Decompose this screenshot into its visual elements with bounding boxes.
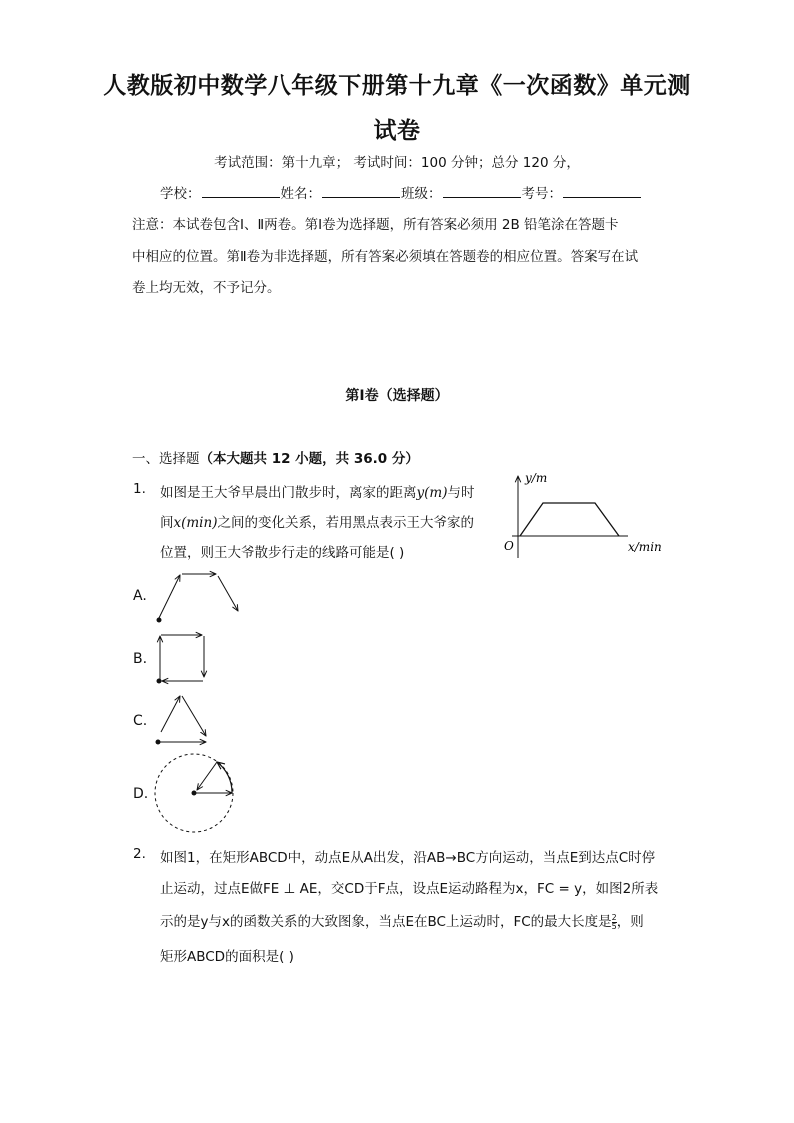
school-label: 学校： [160, 186, 201, 202]
q2-line4: 矩形ABCD的面积是( ) [160, 949, 294, 965]
class-blank [443, 184, 521, 198]
q2-line3 [160, 910, 644, 931]
student-info-row [160, 182, 642, 202]
q1-option-c-figure [150, 688, 220, 750]
section-heading [132, 447, 419, 467]
number-label: 考号： [521, 186, 562, 202]
notice-line1: 注意：本试卷包含Ⅰ、Ⅱ两卷。第Ⅰ卷为选择题，所有答案必须用 2B 铅笔涂在答题卡 [132, 217, 619, 233]
distance-curve [520, 503, 619, 536]
q1-var-y: y(m) [416, 485, 448, 501]
q2-line3-end: ，则 [616, 914, 644, 930]
x-axis-label: x/min [628, 540, 662, 554]
home-dot [157, 679, 162, 684]
class-label: 班级： [401, 186, 442, 202]
q1-line2-start: 间 [160, 515, 174, 531]
fraction-numerator: 2 [611, 912, 617, 922]
number-blank [563, 184, 641, 198]
q1-option-a-label[interactable]: A. [133, 588, 147, 604]
q1-option-a-figure [150, 566, 250, 628]
school-blank [202, 184, 280, 198]
exam-info: 考试范围：第十九章； 考试时间：100 分钟；总分 120 分， [214, 155, 580, 171]
q1-line1-end: 与时 [447, 485, 475, 501]
q2-number: 2. [133, 846, 146, 862]
notice-line3: 卷上均无效，不予记分。 [132, 280, 281, 296]
fraction-denominator: 5 [611, 921, 617, 931]
q1-option-d-figure [150, 750, 242, 836]
q1-distance-time-graph [498, 466, 668, 562]
q1-option-b-figure [150, 628, 220, 690]
q1-option-d-label[interactable]: D. [133, 786, 149, 802]
section-heading-prefix: 一、选择题 [132, 451, 200, 467]
name-blank [322, 184, 400, 198]
origin-label: O [504, 539, 514, 553]
q2-line1: 如图1，在矩形ABCD中，动点E从A出发，沿AB→BC方向运动，当点E到达点C时停 [160, 850, 656, 866]
q1-line1-text: 如图是王大爷早晨出门散步时，离家的距离 [160, 485, 417, 501]
name-label: 姓名： [280, 186, 321, 202]
q2-line3-text: 示的是y与x的函数关系的大致图象，当点E在BC上运动时，FC的最大长度是 [160, 914, 612, 930]
y-axis-label: y/m [525, 471, 548, 485]
q1-var-x: x(min) [173, 515, 218, 531]
home-dot [157, 618, 162, 623]
q2-line2: 止运动，过点E做FE ⊥ AE，交CD于F点，设点E运动路程为x，FC = y，如图2所表 [160, 881, 659, 897]
q1-option-c-label[interactable]: C. [133, 713, 148, 729]
volume-title: 第Ⅰ卷（选择题） [345, 388, 449, 404]
q1-number: 1. [133, 481, 146, 497]
section-heading-detail: （本大题共 12 小题，共 36.0 分） [199, 451, 419, 467]
home-dot [156, 740, 161, 745]
q1-line2 [160, 511, 474, 531]
notice-line2: 中相应的位置。第Ⅱ卷为非选择题，所有答案必须填在答题卷的相应位置。答案写在试 [132, 249, 639, 265]
exam-title-line2: 试卷 [373, 118, 421, 144]
q1-line3: 位置，则王大爷散步行走的线路可能是( ) [160, 545, 405, 561]
q1-option-b-label[interactable]: B. [133, 651, 148, 667]
exam-title-line1: 人教版初中数学八年级下册第十九章《一次函数》单元测 [103, 73, 691, 99]
q1-line2-text: 之间的变化关系，若用黑点表示王大爷家的 [217, 515, 474, 531]
q1-line1 [160, 481, 474, 501]
